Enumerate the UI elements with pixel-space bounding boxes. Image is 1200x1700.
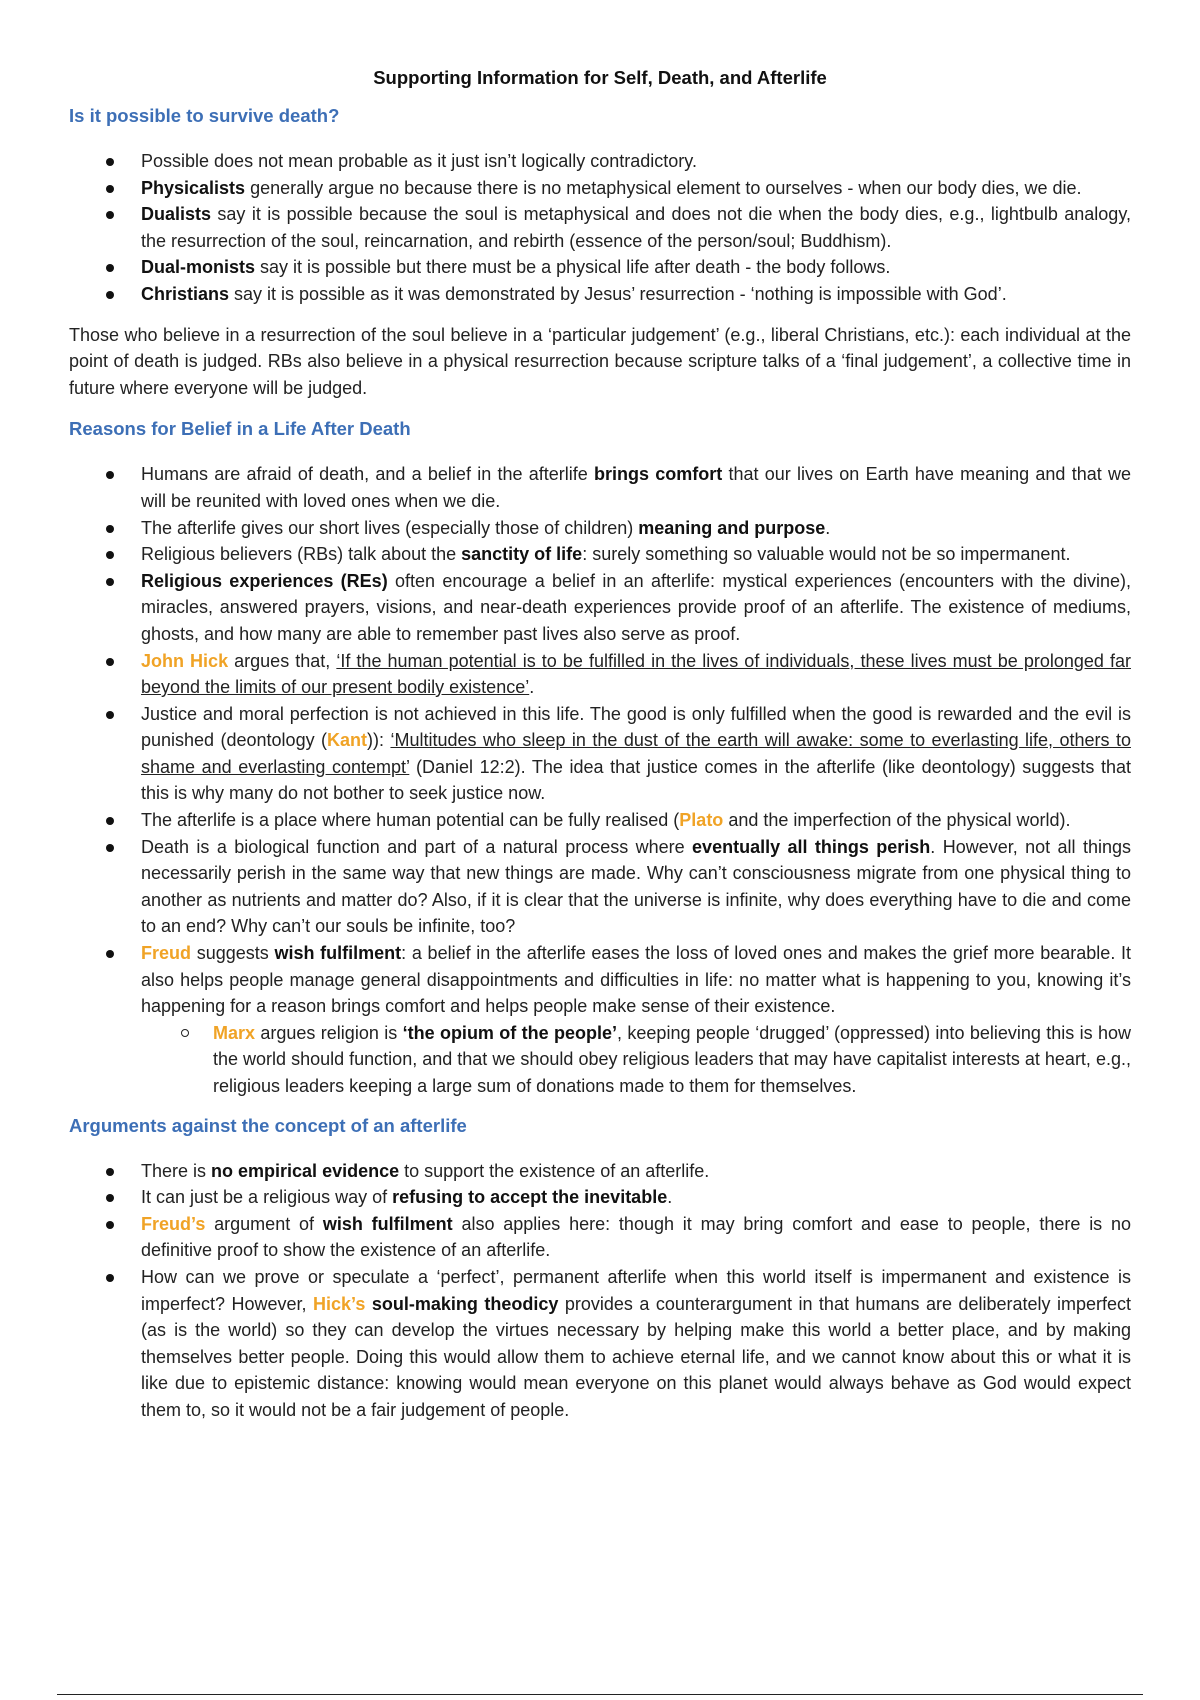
list-item: Physicalists generally argue no because there is no metaphysical element to ourselves - when our body dies, we die. [141, 175, 1131, 202]
highlighted-name: Freud [141, 943, 192, 964]
list-item: Possible does not mean probable as it just isn’t logically contradictory. [141, 148, 1131, 175]
sub-list-item: Marx argues religion is ‘the opium of the people’, keeping people ‘drugged’ (oppressed) into believing this is how the world should function, and that we should obey religious leaders that may have capitalist interests at heart, e.g., religious leaders keeping a large sum of donations made to them for themselves. [213, 1020, 1131, 1100]
list-item: There is no empirical evidence to support the existence of an afterlife. [141, 1158, 1131, 1185]
highlighted-name: Plato [679, 810, 724, 831]
highlighted-name: John Hick [141, 650, 229, 671]
list-item: The afterlife gives our short lives (especially those of children) meaning and purpose. [141, 515, 1131, 542]
highlighted-name: Hick’s [313, 1293, 366, 1314]
footer-divider [57, 1694, 1143, 1695]
judgement-paragraph: Those who believe in a resurrection of the soul believe in a ‘particular judgement’ (e.g., liberal Christians, etc.): each individual at the point of death is judged. RBs also believe in a physical resurrection because scripture talks of a ‘final judgement’, a collective time in future where everyone will be judged. [69, 324, 1131, 398]
section-heading-reasons-for-belief: Reasons for Belief in a Life After Death [69, 418, 411, 440]
underlined-quote: ‘If the human potential is to be fulfilled in the lives of individuals, these lives must be prolonged far beyond the limits of our present bodily existence’ [141, 650, 1131, 698]
reasons-for-belief-list [69, 461, 1131, 1099]
survive-death-list [69, 148, 1131, 308]
list-item: Justice and moral perfection is not achieved in this life. The good is only fulfilled when the good is rewarded and the evil is punished (deontology (Kant)): ‘Multitudes who sleep in the dust of the earth will awake: some to everlasting life, others to shame and everlasting contempt’ (Daniel 12:2). The idea that justice comes in the afterlife (like deontology) suggests that this is why many do not bother to seek justice now. [141, 701, 1131, 807]
list-item: Christians say it is possible as it was demonstrated by Jesus’ resurrection - ‘nothing is impossible with God’. [141, 281, 1131, 308]
list-item: Freud’s argument of wish fulfilment also applies here: though it may bring comfort and ease to people, there is no definitive proof to show the existence of an afterlife. [141, 1211, 1131, 1264]
list-item: The afterlife is a place where human potential can be fully realised (Plato and the imperfection of the physical world). [141, 807, 1131, 834]
section-heading-survive-death: Is it possible to survive death? [69, 105, 340, 126]
underlined-quote: ‘Multitudes who sleep in the dust of the earth will awake: some to everlasting life, others to shame and everlasting contempt’ [141, 730, 1131, 777]
arguments-against-list [69, 1158, 1131, 1424]
highlighted-name: Freud’s [141, 1213, 206, 1234]
list-item: John Hick argues that, ‘If the human potential is to be fulfilled in the lives of individuals, these lives must be prolonged far beyond the limits of our present bodily existence’. [141, 648, 1131, 701]
list-item: Dualists say it is possible because the soul is metaphysical and does not die when the body dies, e.g., lightbulb analogy, the resurrection of the soul, reincarnation, and rebirth (essence of the person/soul; Buddhism). [141, 201, 1131, 254]
list-item: It can just be a religious way of refusing to accept the inevitable. [141, 1184, 1131, 1211]
sub-list [141, 1020, 1131, 1100]
document-title: Supporting Information for Self, Death, and Afterlife [373, 67, 827, 88]
document-content [69, 66, 1131, 1438]
list-item: Humans are afraid of death, and a belief in the afterlife brings comfort that our lives on Earth have meaning and that we will be reunited with loved ones when we die. [141, 461, 1131, 514]
list-item: Religious believers (RBs) talk about the sanctity of life: surely something so valuable would not be so impermanent. [141, 541, 1131, 568]
section-heading-arguments-against: Arguments against the concept of an afterlife [69, 1114, 467, 1136]
list-item: Freud suggests wish fulfilment: a belief in the afterlife eases the loss of loved ones and makes the grief more bearable. It also helps people manage general disappointments and difficulties in life: no matter what is happening to you, knowing it’s happening for a reason brings comfort and helps people make sense of their existence. Marx argues religion is ‘the opium of the people’, keeping people ‘drugged’ (oppressed) into believing this is how the world should function, and that we should obey religious leaders that may have capitalist interests at heart, e.g., religious leaders keeping a large sum of donations made to them for themselves. [141, 940, 1131, 1100]
highlighted-name: Marx [213, 1022, 256, 1043]
list-item: How can we prove or speculate a ‘perfect’, permanent afterlife when this world itself is impermanent and existence is imperfect? However, Hick’s soul-making theodicy provides a counterargument in that humans are deliberately imperfect (as is the world) so they can develop the virtues necessary by helping make this world a better place, and by making themselves better people. Doing this would allow them to achieve eternal life, and we cannot know about this or what it is like due to epistemic distance: knowing would mean everyone on this planet would always behave as God would expect them to, so it would not be a fair judgement of people. [141, 1264, 1131, 1424]
list-item: Dual-monists say it is possible but there must be a physical life after death - the body follows. [141, 254, 1131, 281]
highlighted-name: Kant [327, 730, 368, 751]
list-item: Death is a biological function and part of a natural process where eventually all things perish. However, not all things necessarily perish in the same way that new things are made. Why can’t consciousness migrate from one physical thing to another as nutrients and matter do? Also, if it is clear that the universe is infinite, why does everything have to die and come to an end? Why can’t our souls be infinite, too? [141, 834, 1131, 940]
list-item: Religious experiences (REs) often encourage a belief in an afterlife: mystical experiences (encounters with the divine), miracles, answered prayers, visions, and near-death experiences provide proof of an afterlife. The existence of mediums, ghosts, and how many are able to remember past lives also serve as proof. [141, 568, 1131, 648]
